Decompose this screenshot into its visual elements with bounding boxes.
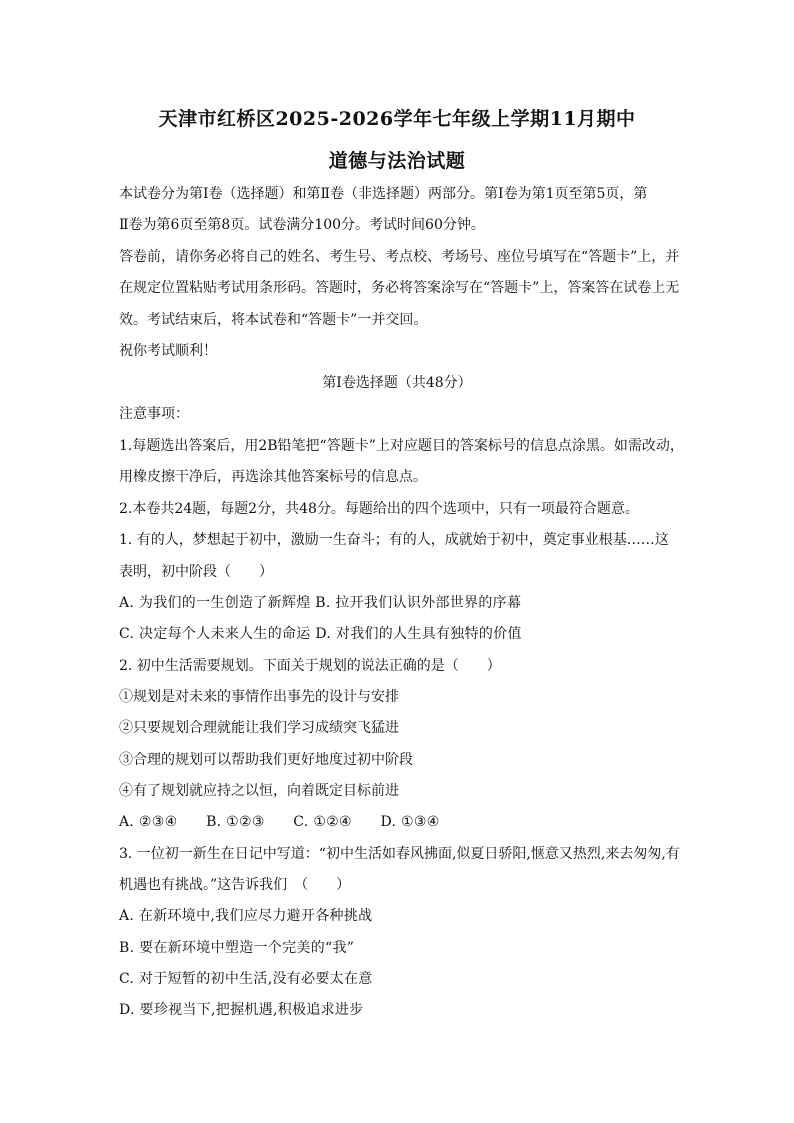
question-2-stem: 2. 初中生活需要规划。下面关于规划的说法正确的是（ ）	[119, 658, 501, 674]
intro-line-4: 在规定位置粘贴考试用条形码。答题时，务必将答案涂写在“答题卡”上，答案答在试卷上无	[119, 280, 680, 296]
exam-subject-title: 道德与法治试题	[328, 150, 466, 172]
question-3-option-d: D. 要珍视当下,把握机遇,积极追求进步	[119, 1002, 364, 1018]
question-1-stem-2: 表明，初中阶段（ ）	[119, 564, 273, 580]
question-3-option-a: A. 在新环境中,我们应尽力避开各种挑战	[119, 908, 373, 924]
question-3-option-b: B. 要在新环境中塑造一个完美的“我”	[119, 940, 355, 956]
exam-title: 天津市红桥区2025-2026学年七年级上学期11月期中	[158, 108, 636, 130]
notice-item-1b: 用橡皮擦干净后，再选涂其他答案标号的信息点。	[119, 469, 427, 485]
question-2-item-3: ③合理的规划可以帮助我们更好地度过初中阶段	[119, 752, 413, 768]
question-2-item-1: ①规划是对未来的事情作出事先的设计与安排	[119, 689, 399, 705]
intro-line-6: 祝你考试顺利！	[119, 343, 217, 359]
notice-item-1a: 1.每题选出答案后，用2B铅笔把“答题卡”上对应题目的答案标号的信息点涂黑。如需改动，	[119, 438, 684, 454]
notice-item-2: 2.本卷共24题，每题2分，共48分。每题给出的四个选项中，只有一项最符合题意。	[119, 501, 639, 517]
question-1-options-cd: C. 决定每个人未来人生的命运 D. 对我们的人生具有独特的价值	[119, 626, 522, 642]
notice-title: 注意事项：	[119, 406, 189, 422]
question-3-option-c: C. 对于短暂的初中生活,没有必要太在意	[119, 971, 373, 987]
question-2-item-4: ④有了规划就应持之以恒，向着既定目标前进	[119, 783, 399, 799]
intro-line-3: 答卷前，请你务必将自己的姓名、考生号、考点校、考场号、座位号填写在“答题卡”上，并	[119, 249, 680, 265]
question-2-item-2: ②只要规划合理就能让我们学习成绩突飞猛进	[119, 720, 399, 736]
question-1-options-ab: A. 为我们的一生创造了新辉煌 B. 拉开我们认识外部世界的序幕	[119, 595, 522, 611]
intro-line-1: 本试卷分为第Ⅰ卷（选择题）和第Ⅱ卷（非选择题）两部分。第Ⅰ卷为第1页至第5页，第	[119, 186, 648, 202]
question-2-options: A. ②③④ B. ①②③ C. ①②④ D. ①③④	[119, 814, 440, 830]
question-3-stem-2: 机遇也有挑战。”这告诉我们 （ ）	[119, 877, 351, 893]
section-heading: 第Ⅰ卷选择题（共48分）	[322, 375, 472, 391]
intro-line-2: Ⅱ卷为第6页至第8页。试卷满分100分。考试时间60分钟。	[119, 217, 485, 233]
question-3-stem-1: 3. 一位初一新生在日记中写道：“初中生活如春风拂面,似夏日骄阳,惬意又热烈,来去匆匆,有	[119, 846, 680, 862]
question-1-stem-1: 1. 有的人，梦想起于初中，激励一生奋斗；有的人，成就始于初中，奠定事业根基……这	[119, 532, 669, 548]
intro-line-5: 效。考试结束后，将本试卷和“答题卡”一并交回。	[119, 312, 428, 328]
